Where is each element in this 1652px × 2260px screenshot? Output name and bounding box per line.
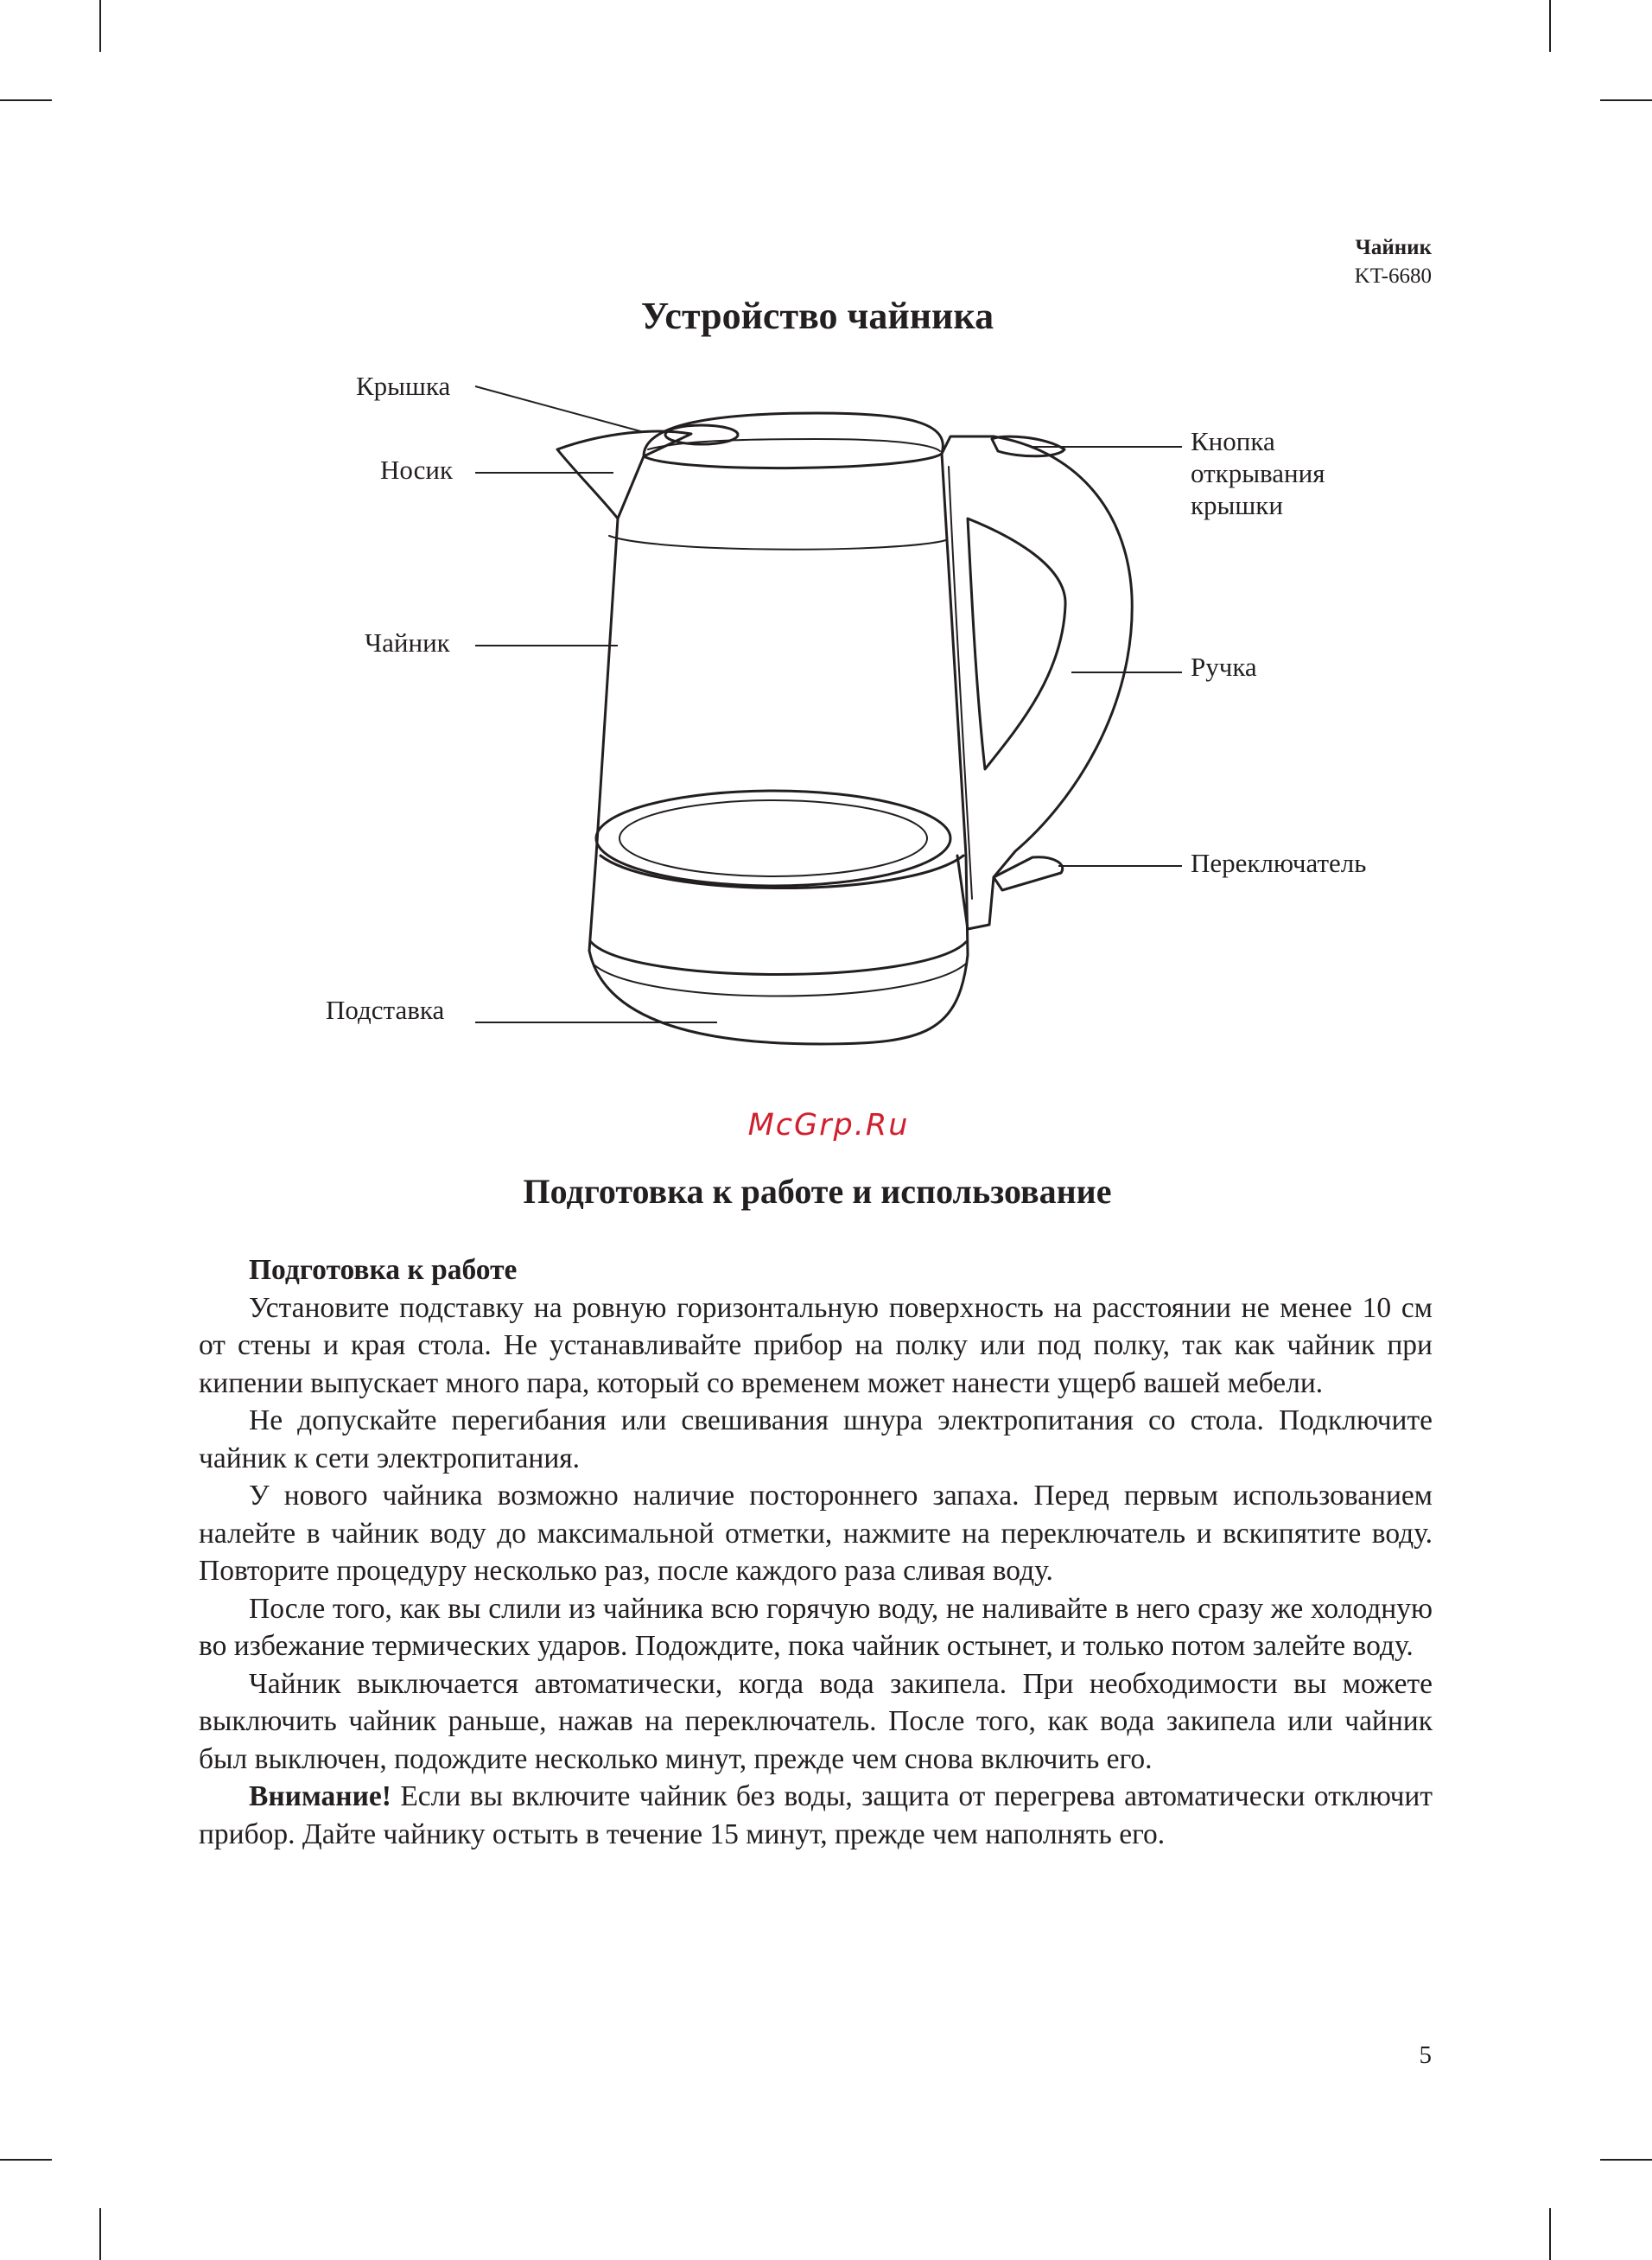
section-title-device: Устройство чайника <box>640 295 994 337</box>
kettle-diagram <box>0 0 1652 1080</box>
crop-mark <box>1600 2159 1652 2161</box>
heating-plate <box>596 791 950 886</box>
switch-shape <box>994 857 1063 890</box>
watermark: McGrp.Ru <box>747 1108 910 1143</box>
label-body: Чайник <box>365 627 450 658</box>
label-lid: Крышка <box>356 371 451 401</box>
label-handle: Ручка <box>1191 652 1257 682</box>
model-number: KT-6680 <box>1354 264 1432 288</box>
section-title-usage: Подготовка к работе и использование <box>523 1172 1112 1211</box>
usage-text <box>199 1251 1433 1853</box>
label-lid-button-line: открывания <box>1191 458 1325 488</box>
label-lid-button-line: крышки <box>1191 490 1283 520</box>
label-lid-button-line: Кнопка <box>1191 426 1275 456</box>
label-lid-button <box>1191 425 1325 521</box>
lid-shape <box>644 413 943 468</box>
paragraph: Установите подставку на ровную горизонтальную поверхность на расстоянии не менее 10 см от стены и края стола. Не устанавливайте прибор на полку или под полку, так как чайник при кипении выпускает много пара, который со временем может нанести ущерб вашей мебели. <box>199 1291 1433 1399</box>
label-switch: Переключатель <box>1191 848 1367 878</box>
page-number: 5 <box>1419 2041 1432 2069</box>
warning-label: Внимание! <box>249 1780 391 1812</box>
label-spout: Носик <box>380 455 454 485</box>
warning-text: Если вы включите чайник без воды, защита от перегрева автоматически отключит прибор. Дайте чайнику остыть в течение 15 минут, прежде чем наполнять его. <box>199 1780 1433 1850</box>
crop-mark <box>0 2159 52 2161</box>
paragraph: У нового чайника возможно наличие постороннего запаха. Перед первым использованием налейте в чайник воду до максимальной отметки, нажмите на переключатель и вскипятите воду. Повторите процедуру несколько раз, после каждого раза сливая воду. <box>199 1480 1433 1587</box>
product-name: Чайник <box>1355 236 1432 259</box>
crop-mark <box>99 2208 101 2260</box>
paragraph: Не допускайте перегибания или свешивания шнура электропитания со стола. Подключите чайник к сети электропитания. <box>199 1404 1433 1474</box>
crop-mark <box>1549 2208 1551 2260</box>
label-base: Подставка <box>326 995 445 1025</box>
paragraph: Чайник выключается автоматически, когда вода закипела. При необходимости вы можете выключить чайник раньше, нажав на переключатель. После того, как вода закипела или чайник был выключен, подождите несколько минут, прежде чем снова включить его. <box>199 1667 1433 1775</box>
warning-paragraph <box>199 1778 1433 1853</box>
subheading: Подготовка к работе <box>249 1254 518 1286</box>
paragraph: После того, как вы слили из чайника всю горячую воду, не наливайте в него сразу же холодную во избежание термических ударов. Подождите, пока чайник остынет, и только потом залейте воду. <box>199 1592 1433 1662</box>
